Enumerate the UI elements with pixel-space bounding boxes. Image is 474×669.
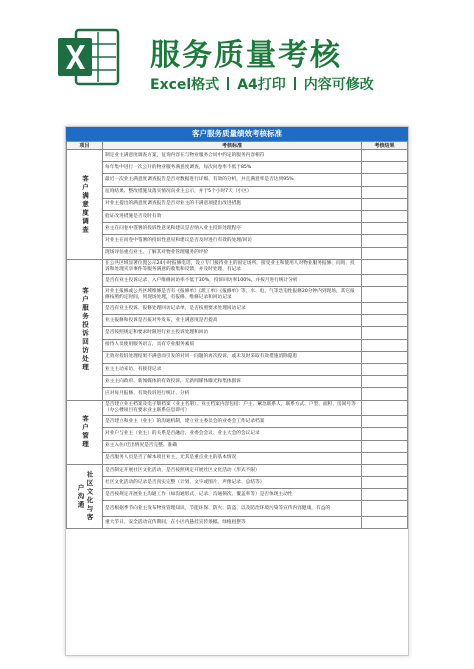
subtitle-format: Excel格式 xyxy=(150,77,220,93)
result-cell[interactable] xyxy=(362,517,408,529)
table-row xyxy=(67,376,408,388)
table-row xyxy=(67,416,408,428)
table-row xyxy=(67,303,408,315)
standard-cell: 业主主动来访，有接待记录 xyxy=(103,364,362,376)
standard-cell: 制定业主满意度调查方案，征询内容在与物业服务合同中约定的服务内容相符 xyxy=(103,150,362,162)
result-cell[interactable] xyxy=(362,501,408,517)
result-cell[interactable] xyxy=(362,223,408,235)
section-item-text: 社区文化与客户沟通 xyxy=(76,471,94,523)
result-cell[interactable] xyxy=(362,351,408,363)
page-subtitle xyxy=(150,74,374,94)
result-cell[interactable] xyxy=(362,150,408,162)
table-row xyxy=(67,315,408,327)
result-cell[interactable] xyxy=(362,287,408,303)
section-item-label xyxy=(67,464,103,528)
standard-cell: 业主主向政府、新闻媒体的有效投诉，无新闻媒体曝光和集体群诉 xyxy=(103,376,362,388)
standard-cell: 是否制定开展社区文化活动，是否按照规定开展社区文化活动（形式不限） xyxy=(103,464,362,476)
result-cell[interactable] xyxy=(362,339,408,351)
result-cell[interactable] xyxy=(362,327,408,339)
standard-cell: 应对每月报修、有效投诉进行统计、分析 xyxy=(103,388,362,400)
standard-cell: 对业主在问卷中签署的投诉性意见和建议是否及时进行有效的处理/回访 xyxy=(103,235,362,247)
table-row xyxy=(67,186,408,198)
result-cell[interactable] xyxy=(362,303,408,315)
table-row xyxy=(67,400,408,416)
standard-cell: 对业主提出的满意度调查报告是否对业主的不满意项提出改进措施 xyxy=(103,198,362,210)
standard-cell: 最近一次业主满意度调查报告是否对数据进行详细、有效的分析，并且满意率是否达到95% xyxy=(103,174,362,186)
table-row xyxy=(67,501,408,517)
table-row xyxy=(67,223,408,235)
document-preview xyxy=(65,126,409,656)
column-header-result: 考核结果 xyxy=(362,142,408,150)
standard-cell: 现场评估重点业主，了解其对物业管理服务的评价 xyxy=(103,247,362,259)
table-row xyxy=(67,489,408,501)
result-cell[interactable] xyxy=(362,416,408,428)
promo-header xyxy=(0,0,474,118)
result-cell[interactable] xyxy=(362,210,408,222)
standard-cell: 是否建立业主档案及电子版档案（业主名册），业主档案内容包括：户主、紧急联系人、联系方式、户型、面积、房间号等（办公楼项目有要求业主联系信息即可） xyxy=(103,400,362,416)
table-row xyxy=(67,174,408,186)
table-row xyxy=(67,428,408,440)
standard-cell: 是否按规定开展业主沟通工作（如沟通形式、记录、沟通频次、覆盖率等）是否体现主动性 xyxy=(103,489,362,501)
table-row xyxy=(67,210,408,222)
table-row xyxy=(67,452,408,464)
standard-cell: 是否根据季节向业主发布物业管理知识，节能环保、防火、防盗、以及防治环境污染等宣传内容健康，有益的 xyxy=(103,501,362,517)
section-item-label xyxy=(67,259,103,400)
standard-cell: 是否服务人员是否了解本项目业主，尤其是重点业主的基本情况 xyxy=(103,452,362,464)
subtitle-print: A4打印 xyxy=(237,77,286,93)
table-row xyxy=(67,440,408,452)
standard-cell: 业主报修和投诉是否报对外发布，业主满意度是否提高 xyxy=(103,315,362,327)
result-cell[interactable] xyxy=(362,400,408,416)
result-cell[interactable] xyxy=(362,174,408,186)
table-row xyxy=(67,247,408,259)
result-cell[interactable] xyxy=(362,452,408,464)
table-row xyxy=(67,517,408,529)
column-header-standard: 考核标准 xyxy=(103,142,362,150)
result-cell[interactable] xyxy=(362,186,408,198)
standard-cell: 是否有业主投诉记录，入户维修回访率不低于30%，投诉回访率100%，并按月进行统计分析 xyxy=(103,275,362,287)
section-item-label xyxy=(67,400,103,464)
table-row xyxy=(67,327,408,339)
standard-cell: 对业主报修或公共区域维修是否有《报修单》《派工单》《报修单》等，水、电、气等急迫性报修20分钟内到现场，其它报修按照约定时间，到现场处理，有报修、维修记录和回访记录 xyxy=(103,287,362,303)
table-row xyxy=(67,150,408,162)
excel-icon xyxy=(58,28,120,86)
subtitle-editable: 内容可修改 xyxy=(303,77,374,93)
table-row xyxy=(67,198,408,210)
table-row xyxy=(67,235,408,247)
standard-cell: 是否有业主投诉、报修处理回访记录单，是否按照要求处理回访记录 xyxy=(103,303,362,315)
standard-cell: 是否按照规定和要求时限进行业主投诉处理和回访 xyxy=(103,327,362,339)
table-row xyxy=(67,464,408,476)
standard-cell: 无效对投诉处理结果不满意而引发的对同一问题的再次投诉，或未及时采取有效措施消除隐患 xyxy=(103,351,362,363)
document-title: 客户服务质量绩效考核标准 xyxy=(66,127,408,141)
result-cell[interactable] xyxy=(362,247,408,259)
standard-cell: 社区文化活动的记录是否真实完整（计划、文字或图片、声像记录、总结等） xyxy=(103,477,362,489)
standard-cell: 重大节日、安全活动宣传期间，在小区内悬挂宣传条幅、绿植租摆等 xyxy=(103,517,362,529)
standard-cell: 验证改进措施是否及时有效 xyxy=(103,210,362,222)
section-item-text: 客户满意度调查 xyxy=(81,174,89,235)
table-row xyxy=(67,351,408,363)
result-cell[interactable] xyxy=(362,275,408,287)
result-cell[interactable] xyxy=(362,440,408,452)
result-cell[interactable] xyxy=(362,364,408,376)
subtitle-divider xyxy=(294,77,296,90)
section-item-text: 客户服务投诉回访处理 xyxy=(81,287,89,373)
table-row xyxy=(67,364,408,376)
result-cell[interactable] xyxy=(362,198,408,210)
result-cell[interactable] xyxy=(362,376,408,388)
standard-cell: 征询结果、整改措施及落实情况向业主公示，并于5个小时7天（小区） xyxy=(103,186,362,198)
table-row xyxy=(67,339,408,351)
column-header-item: 项目 xyxy=(67,142,103,150)
table-row xyxy=(67,275,408,287)
table-header-row xyxy=(67,142,408,150)
table-row xyxy=(67,287,408,303)
result-cell[interactable] xyxy=(362,235,408,247)
result-cell[interactable] xyxy=(362,477,408,489)
page-title: 服务质量考核 xyxy=(150,38,342,73)
standard-cell: 是否建立和业主（业主）的沟通机制，建立业主委员会的业委会工作记录档案 xyxy=(103,416,362,428)
table-row xyxy=(67,477,408,489)
table-row xyxy=(67,259,408,275)
result-cell[interactable] xyxy=(362,428,408,440)
table-row xyxy=(67,162,408,174)
standard-cell: 业主在问卷中签署的投诉性意见和建议是否纳入业主投诉处理程序 xyxy=(103,223,362,235)
standard-cell: 接待人员使用服务语言，具有专业服务素质 xyxy=(103,339,362,351)
standard-cell: 业主入住/迁出情况是否完整、准确 xyxy=(103,440,362,452)
result-cell[interactable] xyxy=(362,315,408,327)
result-cell[interactable] xyxy=(362,259,408,275)
result-cell[interactable] xyxy=(362,489,408,501)
result-cell[interactable] xyxy=(362,388,408,400)
standard-cell: 在公共区域显著位置公示24小时报修电话，设立专门接待业主的固定场所，接受业主和使用人对物业服务报修、问询、投诉和处理夹享事件等服务满意的收集和反馈，并及时处理，有记录 xyxy=(103,259,362,275)
result-cell[interactable] xyxy=(362,464,408,476)
result-cell[interactable] xyxy=(362,162,408,174)
subtitle-divider xyxy=(227,77,229,90)
table-row xyxy=(67,388,408,400)
standard-cell: 每年集中进行一次公开的物业服务满意度调查，每次问卷率不低于85% xyxy=(103,162,362,174)
section-item-text: 客户管理 xyxy=(81,415,89,450)
section-item-label xyxy=(67,150,103,260)
assessment-table xyxy=(66,141,408,529)
standard-cell: 对业户与业主（业主）的关系是否融洽，业委会会议、业主大会的会议记录 xyxy=(103,428,362,440)
